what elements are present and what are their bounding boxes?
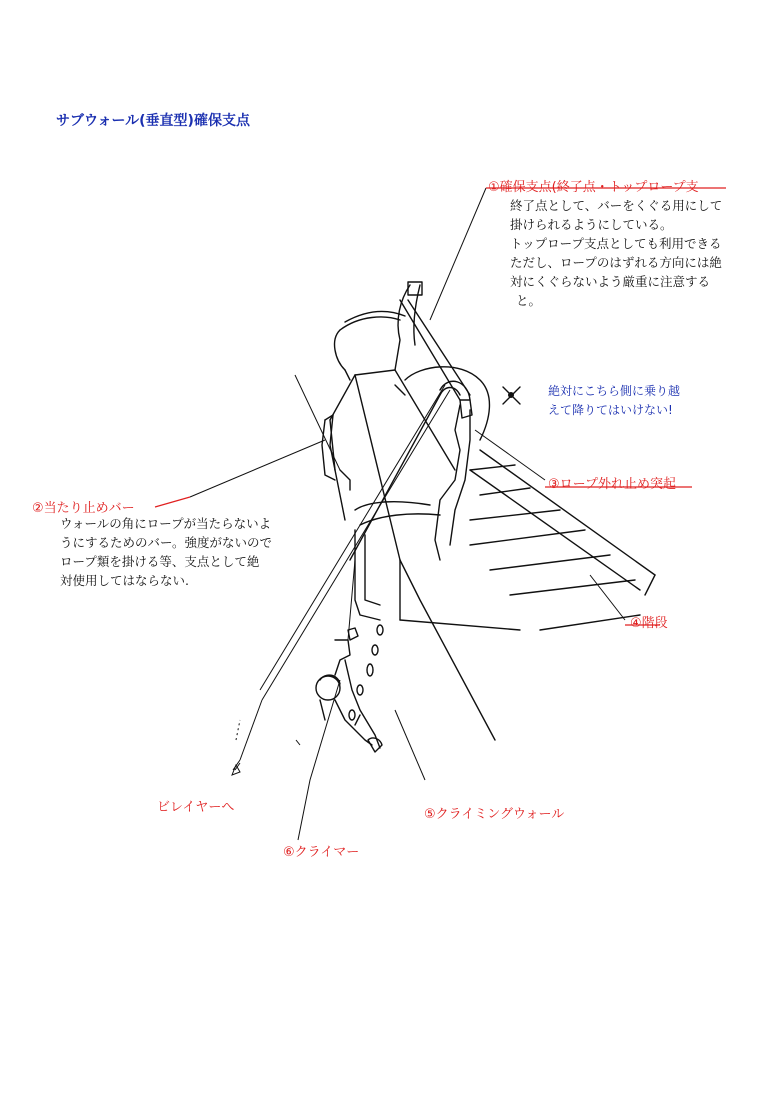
stopper-bar-label: ②当たり止めバー bbox=[32, 501, 135, 516]
front-bar-drawing bbox=[350, 381, 472, 620]
stopper-line-4: 対使用してはならない. bbox=[60, 573, 189, 588]
rope-drawing bbox=[232, 385, 450, 840]
stopper-bar-description bbox=[60, 514, 272, 590]
page-title: サブウォール(垂直型)確保支点 bbox=[56, 113, 250, 129]
warning-line-2: えて降りてはいけない! bbox=[548, 403, 673, 417]
anchor-line-3: トップロープ支点としても利用できる bbox=[510, 236, 722, 251]
anchor-description bbox=[510, 196, 722, 310]
to-belayer-label: ビレイヤーへ bbox=[157, 800, 235, 815]
anchor-line-1: 終了点として、バーをくぐる用にして bbox=[510, 198, 723, 213]
climbing-wall-label: ⑤クライミングウォール bbox=[424, 807, 565, 822]
stopper-bar-drawing bbox=[322, 415, 350, 490]
danger-mark bbox=[503, 387, 520, 404]
stopper-line-1: ウォールの角にロープが当たらないよ bbox=[60, 516, 272, 531]
stairs-label: ④階段 bbox=[630, 616, 668, 631]
warning-line-1: 絶対にこちら側に乗り越 bbox=[548, 384, 681, 398]
anchor-line-6: と。 bbox=[516, 293, 542, 308]
climber-drawing bbox=[316, 625, 383, 752]
climber-label: ⑥クライマー bbox=[283, 845, 360, 860]
warning-note bbox=[548, 382, 680, 420]
rope-stopper-label: ③ロープ外れ止め突起 bbox=[548, 477, 677, 492]
anchor-label: ①確保支点(終了点・トップロープ支 bbox=[488, 180, 699, 195]
stopper-line-2: うにするためのバー。強度がないので bbox=[60, 535, 273, 550]
anchor-line-2: 掛けられるようにしている。 bbox=[510, 217, 673, 232]
anchor-line-4: ただし、ロープのはずれる方向には絶 bbox=[510, 255, 722, 270]
stopper-line-3: ロープ類を掛ける等、支点として絶 bbox=[60, 554, 260, 569]
anchor-line-5: 対にくぐらないよう厳重に注意する bbox=[510, 274, 711, 289]
